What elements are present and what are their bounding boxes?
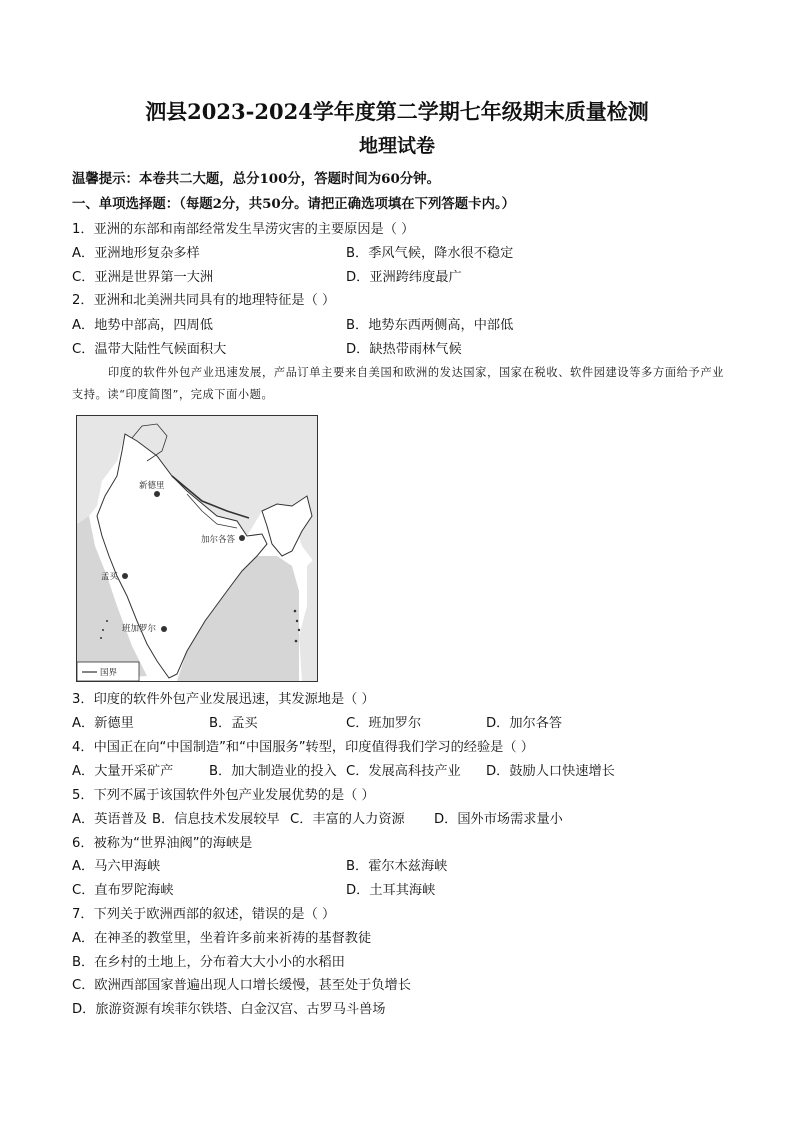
notice: 温馨提示：本卷共二大题，总分100分，答题时间为60分钟。 <box>72 171 440 187</box>
city-label-bangalore: 班加罗尔 <box>122 624 157 634</box>
india-map <box>76 415 318 682</box>
city-label-kolkata: 加尔各答 <box>201 535 236 545</box>
question-1-option-b: B．季风气候，降水很不稳定 <box>346 246 514 261</box>
question-1-option-a: A．亚洲地形复杂多样 <box>72 246 200 261</box>
legend-label: 国界 <box>100 668 118 678</box>
question-7-option-d: D．旅游资源有埃菲尔铁塔、白金汉宫、古罗马斗兽场 <box>72 1002 386 1017</box>
question-6-option-c: C．直布罗陀海峡 <box>72 883 174 898</box>
question-7-option-c: C．欧洲西部国家普遍出现人口增长缓慢，甚至处于负增长 <box>72 978 411 993</box>
question-6-option-d: D．土耳其海峡 <box>346 883 436 898</box>
question-6-option-b: B．霍尔木兹海峡 <box>346 859 448 874</box>
question-7-option-a: A．在神圣的教堂里，坐着许多前来祈祷的基督教徒 <box>72 931 372 946</box>
question-6-stem: 6．被称为“世界油阀”的海峡是 <box>72 836 253 851</box>
question-4-stem: 4．中国正在向“中国制造”和“中国服务”转型，印度值得我们学习的经验是（ ） <box>72 740 534 755</box>
question-3-stem: 3．印度的软件外包产业发展迅速，其发源地是（ ） <box>72 692 375 707</box>
city-dot-new-delhi <box>154 491 160 497</box>
question-2-option-b: B．地势东西两侧高，中部低 <box>346 318 514 333</box>
question-7-option-b: B．在乡村的土地上，分布着大大小小的水稻田 <box>72 955 345 970</box>
question-3-option-c: C．班加罗尔 <box>346 716 422 731</box>
question-2-option-d: D．缺热带雨林气候 <box>346 342 462 357</box>
question-5-stem: 5．下列不属于该国软件外包产业发展优势的是（ ） <box>72 788 375 803</box>
question-5-option-d: D．国外市场需求量小 <box>434 812 563 827</box>
exam-title: 泗县2023-2024学年度第二学期七年级期末质量检测 <box>145 99 649 124</box>
question-5-option-a: A．英语普及 <box>72 812 147 827</box>
question-3-option-b: B．孟买 <box>209 716 258 731</box>
question-4-option-a: A．大量开采矿产 <box>72 764 174 779</box>
city-dot-bangalore <box>161 626 167 632</box>
city-label-mumbai: 孟买 <box>101 572 119 582</box>
city-dot-mumbai <box>122 573 128 579</box>
question-2-option-a: A．地势中部高，四周低 <box>72 318 213 333</box>
question-1-stem: 1．亚洲的东部和南部经常发生旱涝灾害的主要原因是（ ） <box>72 222 415 237</box>
question-5-option-c: C．丰富的人力资源 <box>290 812 405 827</box>
question-1-option-d: D．亚洲跨纬度最广 <box>346 270 462 285</box>
question-5-option-b: B．信息技术发展较早 <box>152 812 280 827</box>
reading-passage: 印度的软件外包产业迅速发展，产品订单主要来自美国和欧洲的发达国家，国家在税收、软件园建设等多方面给予产业支持。读“印度简图”，完成下面小题。 <box>72 366 724 401</box>
question-1-option-c: C．亚洲是世界第一大洲 <box>72 270 214 285</box>
question-7-stem: 7．下列关于欧洲西部的叙述，错误的是（ ） <box>72 907 336 922</box>
question-3-option-a: A．新德里 <box>72 716 134 731</box>
question-2-option-c: C．温带大陆性气候面积大 <box>72 342 227 357</box>
question-3-option-d: D．加尔各答 <box>486 716 563 731</box>
city-dot-kolkata <box>239 535 245 541</box>
question-4-option-b: B．加大制造业的投入 <box>209 764 337 779</box>
exam-subtitle: 地理试卷 <box>358 135 435 157</box>
question-2-stem: 2．亚洲和北美洲共同具有的地理特征是（ ） <box>72 293 336 308</box>
india-map-drawing <box>77 416 317 681</box>
section-title: 一、单项选择题：（每题2分，共50分。请把正确选项填在下列答题卡内。） <box>72 196 516 212</box>
city-label-new-delhi: 新德里 <box>139 481 165 491</box>
question-4-option-c: C．发展高科技产业 <box>346 764 461 779</box>
question-4-option-d: D．鼓励人口快速增长 <box>486 764 615 779</box>
question-6-option-a: A．马六甲海峡 <box>72 859 161 874</box>
